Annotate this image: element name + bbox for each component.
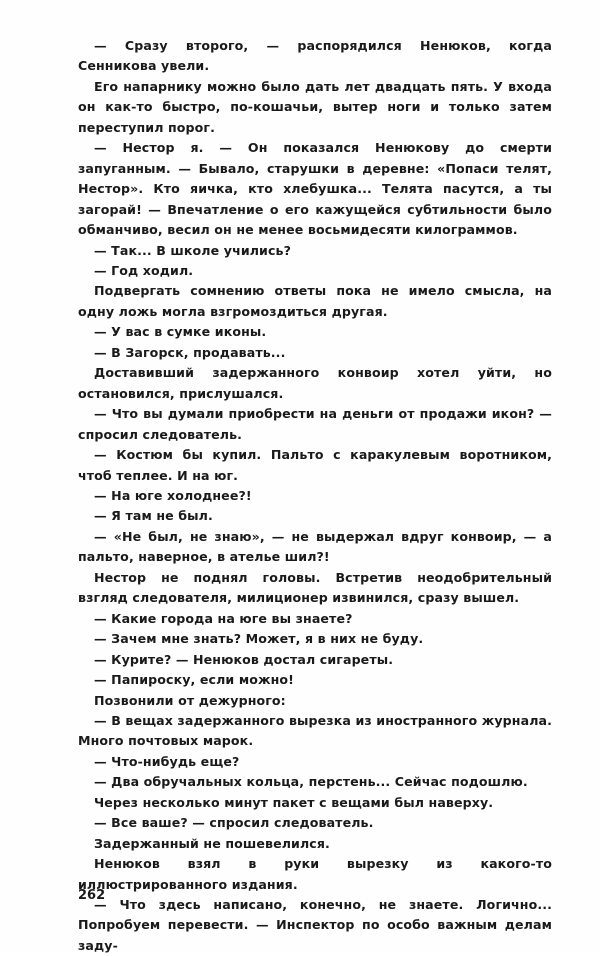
page-number: 262	[78, 888, 106, 903]
paragraph: — Курите? — Ненюков достал сигареты.	[94, 651, 394, 667]
paragraph: Через несколько минут пакет с вещами был наверху.	[94, 794, 494, 810]
paragraph: — Какие города на юге вы знаете?	[94, 610, 353, 626]
paragraph: Его напарнику можно было дать лет двадцать пять. У входа он как-то быстро, по-кошачьи, вытер ноги и только затем переступил порог.	[78, 78, 552, 135]
paragraph: Нестор не поднял головы. Встретив неодобрительный взгляд следователя, милиционер извинился, сразу вышел.	[78, 569, 552, 606]
paragraph: — Что вы думали приобрести на деньги от продажи икон? — спросил следователь.	[78, 406, 552, 442]
paragraph: — Так... В школе учились?	[94, 242, 292, 258]
paragraph: — В вещах задержанного вырезка из иностранного журнала. Много почтовых марок.	[78, 712, 552, 749]
paragraph: Ненюков взял в руки вырезку из какого-то иллюстрированного издания.	[78, 856, 552, 892]
paragraph: — Костюм бы купил. Пальто с каракулевым воротником, чтоб теплее. И на юг.	[78, 447, 552, 483]
page-body-text	[78, 36, 552, 956]
paragraph: Позвонили от дежурного:	[94, 692, 286, 708]
paragraph: — Я там не был.	[94, 508, 213, 524]
paragraph: — Что-нибудь еще?	[94, 753, 240, 769]
paragraph: — Что здесь написано, конечно, не знаете. Логично... Попробуем перевести. — Инспектор по особо важным делам заду-	[78, 897, 552, 953]
paragraph: — На юге холоднее?!	[94, 487, 252, 503]
paragraph: Доставивший задержанного конвоир хотел уйти, но остановился, прислушался.	[78, 365, 552, 401]
paragraph: — Нестор я. — Он показался Ненюкову до смерти запуганным. — Бывало, старушки в деревне: «Попаси телят, Нестор». Кто яичка, кто хлебушка... Телята пасутся, а ты загорай! — Впечатление о его кажущейся субтильности было обманчиво, весил он не менее восьмидесяти килограммов.	[78, 140, 552, 238]
paragraph: — У вас в сумке иконы.	[94, 324, 267, 340]
paragraph: — Зачем мне знать? Может, я в них не буду.	[94, 631, 424, 647]
paragraph: — Сразу второго, — распорядился Ненюков, когда Сенникова увели.	[78, 38, 552, 74]
paragraph: Задержанный не пошевелился.	[94, 835, 330, 851]
paragraph: — «Не был, не знаю», — не выдержал вдруг конвоир, — а пальто, наверное, в ателье шил?!	[78, 528, 552, 565]
paragraph: — Все ваше? — спросил следователь.	[94, 815, 374, 831]
paragraph: — В Загорск, продавать...	[94, 344, 286, 360]
paragraph: — Два обручальных кольца, перстень... Сейчас подошлю.	[94, 774, 528, 790]
paragraph: — Папироску, если можно!	[94, 672, 295, 688]
paragraph: Подвергать сомнению ответы пока не имело смысла, на одну ложь могла взгромоздиться другая.	[78, 283, 552, 319]
paragraph: — Год ходил.	[94, 262, 194, 278]
